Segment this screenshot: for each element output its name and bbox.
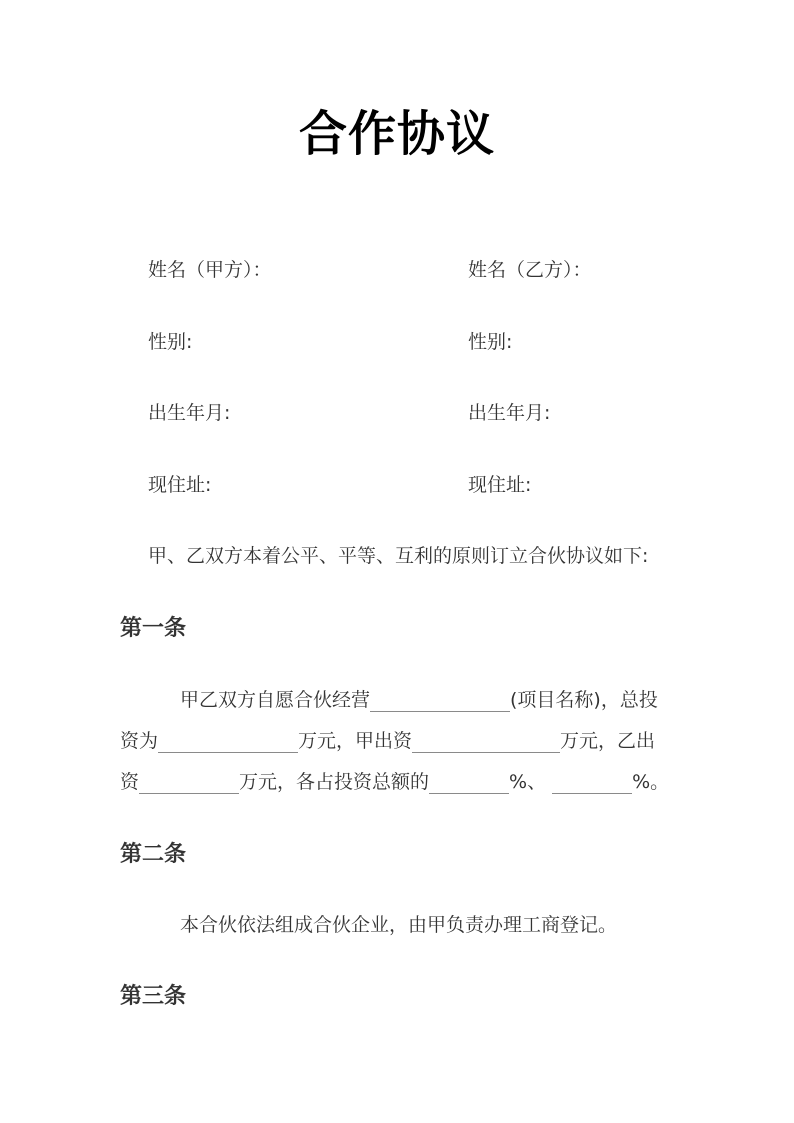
article-1-text: 万元，各占投资总额的: [239, 771, 430, 793]
party-b-name-label: 姓名（乙方）：: [468, 259, 592, 281]
article-1-text: 资为: [120, 730, 159, 752]
party-b-gender-label: 性别:: [468, 331, 513, 353]
intro-paragraph: 甲、乙双方本着公平、平等、互利的原则订立合伙协议如下:: [148, 545, 649, 567]
project-name-blank[interactable]: [370, 687, 510, 712]
article-1-text: 万元，乙出: [560, 730, 656, 752]
article-1-text: %、: [509, 771, 547, 793]
party-a-gender-label: 性别:: [148, 331, 193, 353]
article-1-line-1: [180, 686, 658, 714]
article-1-line-2: [120, 727, 655, 755]
article-1-text: 甲乙双方自愿合伙经营: [180, 689, 371, 711]
party-a-birthdate-label: 出生年月:: [148, 402, 231, 424]
party-a-percent-blank[interactable]: [429, 769, 509, 794]
article-1-text: 资: [120, 771, 140, 793]
article-2-heading: 第二条: [120, 842, 187, 867]
article-3-heading: 第三条: [120, 984, 187, 1009]
party-a-name-label: 姓名（甲方）：: [148, 259, 272, 281]
document-title: 合作协议: [298, 106, 495, 162]
total-investment-blank[interactable]: [158, 728, 298, 753]
article-1-text: 万元，甲出资: [298, 730, 413, 752]
article-2-text: 本合伙依法组成合伙企业，由甲负责办理工商登记。: [180, 914, 618, 936]
party-b-investment-blank[interactable]: [139, 769, 239, 794]
party-a-address-label: 现住址:: [148, 474, 212, 496]
party-b-birthdate-label: 出生年月:: [468, 402, 551, 424]
article-1-text: (项目名称)，总投: [510, 689, 658, 711]
party-b-percent-blank[interactable]: [552, 769, 632, 794]
article-1-line-3: [120, 768, 669, 796]
party-a-investment-blank[interactable]: [412, 728, 560, 753]
article-1-heading: 第一条: [120, 616, 187, 641]
article-1-text: %。: [632, 771, 670, 793]
party-b-address-label: 现住址:: [468, 474, 532, 496]
